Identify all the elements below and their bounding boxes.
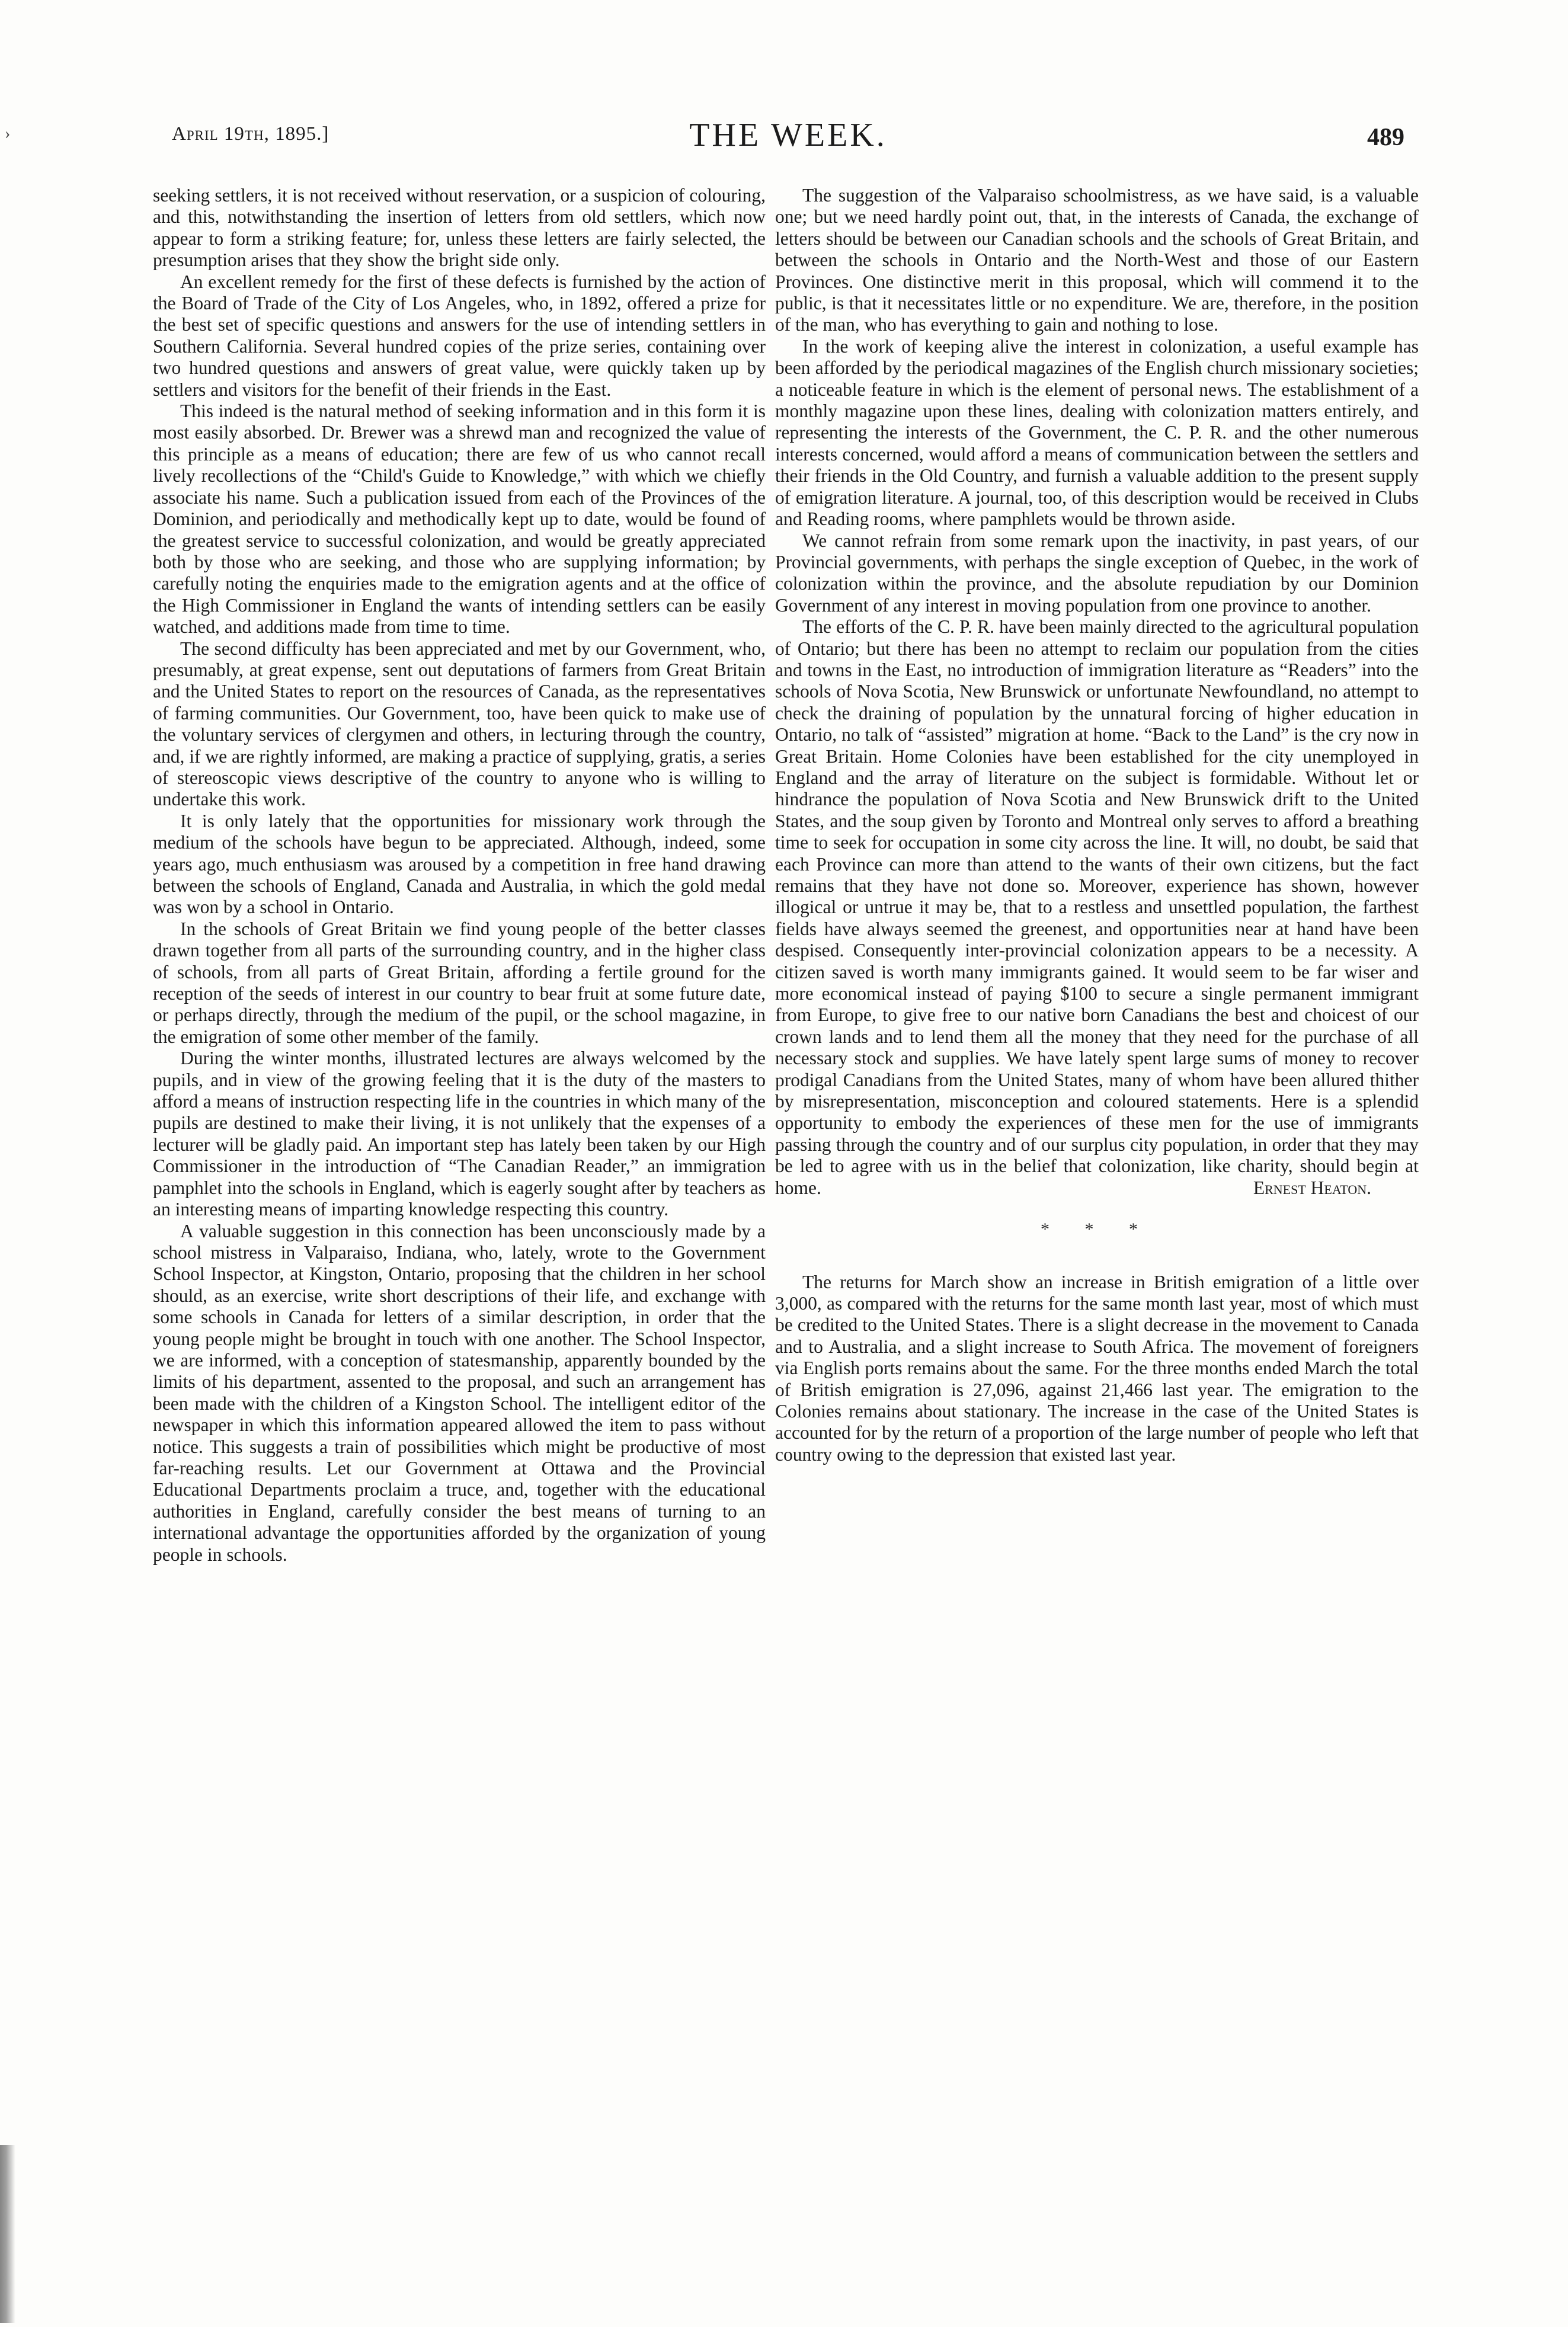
issue-date: April 19th, 1895.] [172,123,329,145]
publication-title: THE WEEK. [689,117,887,153]
paragraph: In the work of keeping alive the interest in colonization, a useful example has been afforded by the periodical magazines of the English church missionary societies; a noticeable feature in which is the element of personal news. The establishment of a monthly magazine upon these lines, dealing with colonization matters entirely, and representing the interests of the Government, the C. P. R. and the other numerous interests concerned, would afford a means of communication between the settlers and their friends in the Old Country, and furnish a valuable addition to the present supply of emigration literature. A journal, too, of this description would be received in Clubs and Reading rooms, where pamphlets would be thrown aside. [775,335,1419,530]
left-column [153,185,766,1566]
paragraph: The second difficulty has been appreciated and met by our Government, who, presumably, at great expense, sent out deputations of farmers from Great Britain and the United States to report on the resources of Canada, as the representatives of farming communities. Our Government, too, have been quick to make use of the voluntary services of clergymen and others, in lecturing through the country, and, if we are rightly informed, are making a practice of supplying, gratis, a series of stereoscopic views descriptive of the country to anyone who is willing to undertake this work. [153,638,766,810]
author-signature: Ernest Heaton. [1253,1177,1371,1198]
paragraph: During the winter months, illustrated lectures are always welcomed by the pupils, and in view of the growing feeling that it is the duty of the masters to afford a means of instruction respecting life in the countries in which many of the pupils are destined to make their living, it is not unlikely that the expenses of a lecturer will be gladly paid. An important step has lately been taken by our High Commissioner in the introduction of “The Canadian Reader,” an immigration pamphlet into the schools in England, which is eagerly sought after by teachers as an interesting means of imparting knowledge respecting this country. [153,1048,766,1220]
page-number: 489 [1367,124,1404,151]
binding-shadow [0,2145,15,2323]
paragraph: We cannot refrain from some remark upon the inactivity, in past years, of our Provincial governments, with perhaps the single exception of Quebec, in the work of colonization within the province, and the absolute repudiation by our Dominion Government of any interest in moving population from one province to another. [775,530,1419,616]
section-divider: * * * [1041,1219,1153,1240]
paragraph: The suggestion of the Valparaiso schoolmistress, as we have said, is a valuable one; but we need hardly point out, that, in the interests of Canada, the exchange of letters should be between our Canadian schools and the schools of Great Britain, and between the schools in Ontario and the North-West and those of our Eastern Provinces. One distinctive merit in this proposal, which will commend it to the public, is that it necessitates little or no expenditure. We are, therefore, in the position of the man, who has everything to gain and nothing to lose. [775,185,1419,335]
paragraph: seeking settlers, it is not received without reservation, or a suspicion of colouring, and this, notwithstanding the insertion of letters from old settlers, which now appear to form a striking feature; for, unless these letters are fairly selected, the presumption arises that they show the bright side only. [153,185,766,271]
paragraph: This indeed is the natural method of seeking information and in this form it is most easily absorbed. Dr. Brewer was a shrewd man and recognized the value of this principle as a means of education; there are few of us who cannot recall lively recollections of the “Child's Guide to Knowledge,” with which we chiefly associate his name. Such a publication issued from each of the Provinces of the Dominion, and periodically and methodically kept up to date, would be found of the greatest service to successful colonization, and would be greatly appreciated both by those who are seeking, and those who are supplying information; by carefully noting the enquiries made to the emigration agents and at the office of the High Commissioner in England the wants of intending settlers can be easily watched, and additions made from time to time. [153,401,766,638]
right-column [775,185,1419,1465]
news-note: The returns for March show an increase in British emigration of a little over 3,000, as compared with the returns for the same month last year, most of which must be credited to the United States. There is a slight decrease in the movement to Canada and to Australia, and a slight increase to South Africa. The movement of foreigners via English ports remains about the same. For the three months ended March the total of British emigration is 27,096, against 21,466 last year. The emigration to the Colonies remains about stationary. The increase in the case of the United States is accounted for by the return of a proportion of the large number of people who left that country owing to the depression that existed last year. [775,1271,1419,1465]
paragraph-with-signature [775,616,1419,1199]
margin-mark: › [5,124,11,143]
paragraph-text: The efforts of the C. P. R. have been mainly directed to the agricultural population of Ontario; but there has been no attempt to reclaim our population from the cities and towns in the East, no introduction of immigration literature as “Readers” into the schools of Nova Scotia, New Brunswick or unfortunate Newfoundland, no attempt to check the draining of population by the unnatural forcing of higher education in Ontario, no talk of “assisted” migration at home. “Back to the Land” is the cry now in Great Britain. Home Colonies have been established for the city unemployed in England and the array of literature on the subject is formidable. Without let or hindrance the population of Nova Scotia and New Brunswick drift to the United States, and the soup given by Toronto and Montreal only serves to afford a breathing time to seek for occupation in some city across the line. It will, no doubt, be said that each Province can more than attend to the wants of their own citizens, but the fact remains that they have not done so. Moreover, experience has shown, however illogical or untrue it may be, that to a restless and unsettled population, the farthest fields have always seemed the greenest, and opportunities near at hand have been despised. Consequently inter-provincial colonization appears to be a necessity. A citizen saved is worth many immigrants gained. It would seem to be far wiser and more economical instead of paying $100 to secure a single permanent immigrant from Europe, to give free to our native born Canadians the best and choicest of our crown lands and to lend them all the money that they need for the purchase of all necessary stock and supplies. We have lately spent large sums of money to recover prodigal Canadians from the United States, many of whom have been allured thither by misrepresentation, misconception and coloured statements. Here is a splendid opportunity to embody the experiences of these men for the use of immigrants passing through the country and of our surplus city population, in order that they may be led to agree with us in the belief that colonization, like charity, should begin at home. [775,616,1419,1198]
paragraph: An excellent remedy for the first of these defects is furnished by the action of the Board of Trade of the City of Los Angeles, who, in 1892, offered a prize for the best set of specific questions and answers for the use of intending settlers in Southern California. Several hundred copies of the prize series, containing over two hundred questions and answers of great value, were quickly taken up by settlers and visitors for the benefit of their friends in the East. [153,271,766,400]
running-header [172,116,1404,164]
paragraph: In the schools of Great Britain we find young people of the better classes drawn together from all parts of the surrounding country, and in the higher class of schools, from all parts of Great Britain, affording a fertile ground for the reception of the seeds of interest in our country to bear fruit at some future date, or perhaps directly, through the medium of the pupil, or the school magazine, in the emigration of some other member of the family. [153,918,766,1047]
paragraph: It is only lately that the opportunities for missionary work through the medium of the schools have begun to be appreciated. Although, indeed, some years ago, much enthusiasm was aroused by a competition in free hand drawing between the schools of England, Canada and Australia, in which the gold medal was won by a school in Ontario. [153,810,766,918]
paragraph: A valuable suggestion in this connection has been unconsciously made by a school mistress in Valparaiso, Indiana, who, lately, wrote to the Government School Inspector, at Kingston, Ontario, proposing that the children in her school should, as an exercise, write short descriptions of their life, and exchange with some schools in Canada for letters of a similar description, in order that the young people might be brought in touch with one another. The School Inspector, we are informed, with a conception of statesmanship, apparently bounded by the limits of his department, assented to the proposal, and such an arrangement has been made with the children of a Kingston School. The intelligent editor of the newspaper in which this information appeared allowed the item to pass without notice. This suggests a train of possibilities which might be productive of most far-reaching results. Let our Government at Ottawa and the Provincial Educational Departments proclaim a truce, and, together with the educational authorities in England, carefully consider the best means of turning to an international advantage the opportunities afforded by the organization of young people in schools. [153,1220,766,1565]
